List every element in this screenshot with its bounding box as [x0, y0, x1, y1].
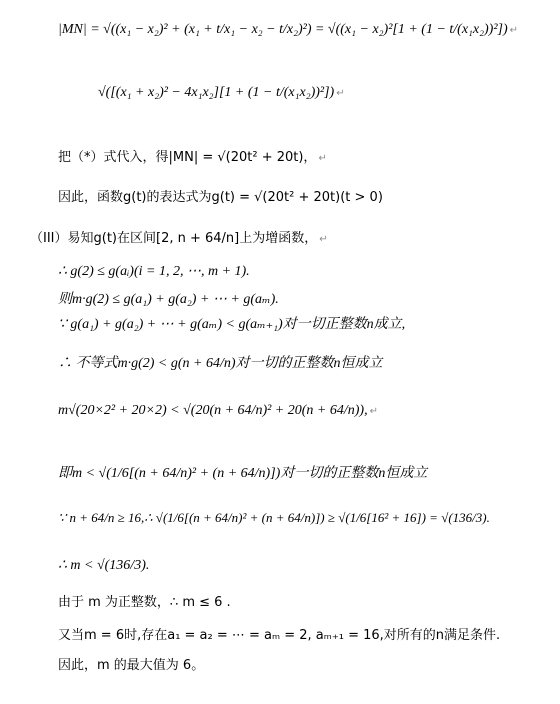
inequality-step-2-text: 则m·g(2) ≤ g(a₁) + g(a₂) + ⋯ + g(aₘ). [58, 292, 279, 307]
inequality-step-8 [58, 557, 149, 574]
inequality-step-8-text: ∴ m < √(136/3). [58, 558, 150, 573]
substitution-step-text: 把（*）式代入，得|MN| = √(20t² + 20t)， [58, 150, 317, 165]
final-answer-text: 因此，m 的最大值为 6。 [58, 658, 205, 673]
mn-distance-formula-continued [98, 85, 345, 101]
inequality-step-1 [58, 263, 250, 280]
inequality-step-7-text: ∵ n + 64/n ≥ 16,∴ √(1/6[(n + 64/n)² + (n + 64/n)]) ≥ √(1/6[16² + 16]) = √(136/3). [58, 510, 490, 525]
inequality-step-7 [58, 510, 490, 526]
inequality-step-3 [58, 313, 405, 333]
part-three-heading [30, 227, 328, 246]
inequality-step-4 [58, 352, 383, 372]
inequality-step-4-text: ∴ 不等式m·g(2) < g(n + 64/n)对一切的正整数n恒成立 [58, 356, 383, 371]
inequality-step-6-text: 即m < √(1/6[(n + 64/n)² + (n + 64/n)])对一切的正整数n恒成立 [58, 466, 428, 481]
existence-check [58, 624, 500, 643]
inequality-step-6 [58, 462, 427, 482]
inequality-step-5 [58, 403, 378, 419]
existence-check-text: 又当m = 6时,存在a₁ = a₂ = ⋯ = aₘ = 2, aₘ₊₁ = 16,对所有的n满足条件. [58, 628, 501, 643]
paragraph-mark-icon: ↵ [369, 406, 378, 417]
inequality-step-5-text: m√(20×2² + 20×2) < √(20(n + 64/n)² + 20(n + 64/n)), [58, 403, 368, 418]
inequality-step-1-text: ∴ g(2) ≤ g(aᵢ)(i = 1, 2, ⋯, m + 1). [58, 264, 250, 279]
mn-distance-formula-text: |MN| = √((x₁ − x₂)² + (x₁ + t/x₁ − x₂ − t/x₂)²) = √((x₁ − x₂)²[1 + (1 − t/(x₁x₂))²]) [58, 22, 508, 37]
gt-expression-text: 因此，函数g(t)的表达式为g(t) = √(20t² + 20t)(t > 0) [58, 190, 383, 205]
paragraph-mark-icon: ↵ [319, 234, 328, 245]
inequality-step-2 [58, 288, 279, 308]
integer-conclusion [58, 591, 231, 610]
final-answer [58, 654, 204, 673]
mn-distance-formula [58, 22, 518, 38]
paragraph-mark-icon: ↵ [509, 25, 519, 36]
mn-distance-formula-continued-text: √([(x₁ + x₂)² − 4x₁x₂][1 + (1 − t/(x₁x₂))²]) [98, 85, 335, 100]
paragraph-mark-icon: ↵ [336, 88, 345, 99]
part-three-heading-text: （III）易知g(t)在区间[2, n + 64/n]上为增函数， [30, 231, 318, 246]
paragraph-mark-icon: ↵ [318, 153, 327, 164]
substitution-step [58, 146, 327, 165]
integer-conclusion-text: 由于 m 为正整数，∴ m ≤ 6 . [58, 595, 231, 610]
gt-expression [58, 186, 383, 205]
inequality-step-3-text: ∵ g(a₁) + g(a₂) + ⋯ + g(aₘ) < g(aₘ₊₁)对一切正整数n成立, [58, 317, 406, 332]
